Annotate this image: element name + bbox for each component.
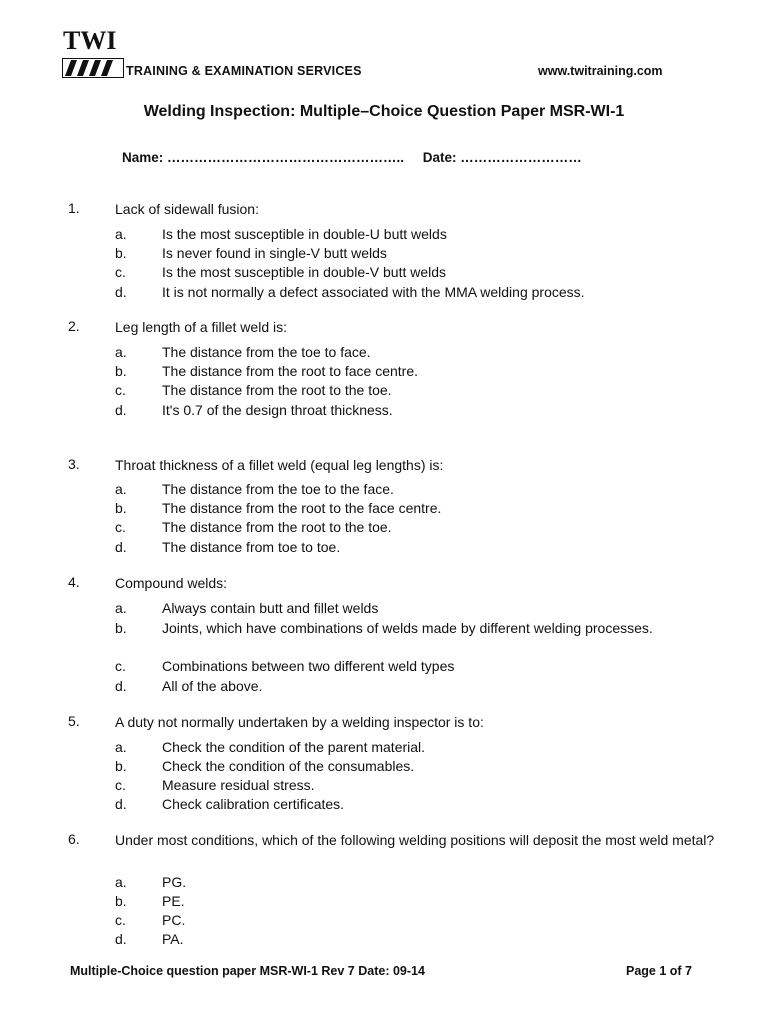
option-text: Always contain butt and fillet welds xyxy=(162,600,379,616)
option-letter: d. xyxy=(115,931,127,947)
option-letter: a. xyxy=(115,226,127,242)
question-number: 5. xyxy=(68,713,80,729)
option-text: It is not normally a defect associated with the MMA welding process. xyxy=(162,284,585,300)
option-text: Check the condition of the parent material. xyxy=(162,739,426,755)
option-letter: d. xyxy=(115,678,127,694)
option-letter: d. xyxy=(115,284,127,300)
option-letter: d. xyxy=(115,402,127,418)
header-org: TRAINING & EXAMINATION SERVICES xyxy=(126,64,362,78)
question-number: 2. xyxy=(68,318,80,334)
option-letter: b. xyxy=(115,245,127,261)
question-text: Lack of sidewall fusion: xyxy=(115,201,259,217)
option-letter: a. xyxy=(115,600,127,616)
footer-doc-info: Multiple-Choice question paper MSR-WI-1 Rev 7 Date: 09-14 xyxy=(70,964,425,978)
option-text: All of the above. xyxy=(162,678,263,694)
footer-page-number: Page 1 of 7 xyxy=(626,964,692,978)
option-text: Joints, which have combinations of welds made by different welding processes. xyxy=(162,620,653,636)
option-letter: b. xyxy=(115,893,127,909)
option-text: Check the condition of the consumables. xyxy=(162,758,415,774)
option-letter: a. xyxy=(115,344,127,360)
option-letter: c. xyxy=(115,658,126,674)
option-text: PE. xyxy=(162,893,185,909)
option-letter: d. xyxy=(115,796,127,812)
header-url[interactable]: www.twitraining.com xyxy=(538,64,663,78)
option-text: Measure residual stress. xyxy=(162,777,315,793)
name-date-line xyxy=(122,150,582,165)
option-letter: c. xyxy=(115,912,126,928)
option-text: The distance from the root to face centre. xyxy=(162,363,419,379)
option-letter: c. xyxy=(115,382,126,398)
option-letter: a. xyxy=(115,739,127,755)
question-number: 6. xyxy=(68,831,80,847)
option-letter: b. xyxy=(115,363,127,379)
option-letter: b. xyxy=(115,758,127,774)
option-letter: a. xyxy=(115,481,127,497)
option-text: Is never found in single-V butt welds xyxy=(162,245,387,261)
option-text: PC. xyxy=(162,912,186,928)
option-letter: a. xyxy=(115,874,127,890)
option-text: The distance from the toe to face. xyxy=(162,344,371,360)
option-text: PG. xyxy=(162,874,187,890)
question-text: A duty not normally undertaken by a welding inspector is to: xyxy=(115,714,484,730)
option-letter: d. xyxy=(115,539,127,555)
option-text: Is the most susceptible in double-V butt welds xyxy=(162,264,447,280)
name-field[interactable]: Name: …………………………………………….. xyxy=(122,150,405,165)
option-text: The distance from the root to the face centre. xyxy=(162,500,442,516)
option-text: The distance from the root to the toe. xyxy=(162,519,392,535)
option-letter: c. xyxy=(115,777,126,793)
option-text: The distance from the toe to the face. xyxy=(162,481,394,497)
question-text: Leg length of a fillet weld is: xyxy=(115,319,287,335)
question-number: 4. xyxy=(68,574,80,590)
option-letter: c. xyxy=(115,519,126,535)
twi-logo-stripes-icon xyxy=(62,58,124,78)
option-text: The distance from the root to the toe. xyxy=(162,382,392,398)
date-field[interactable]: Date: ……………………… xyxy=(422,150,582,165)
option-letter: b. xyxy=(115,500,127,516)
question-number: 3. xyxy=(68,456,80,472)
option-letter: c. xyxy=(115,264,126,280)
question-text: Under most conditions, which of the following welding positions will deposit the most weld metal? xyxy=(115,832,715,848)
option-text: Is the most susceptible in double-U butt welds xyxy=(162,226,447,242)
page-title: Welding Inspection: Multiple–Choice Question Paper MSR-WI-1 xyxy=(143,103,625,120)
question-number: 1. xyxy=(68,200,80,216)
logo-text: TWI xyxy=(63,26,117,55)
question-text: Compound welds: xyxy=(115,575,228,591)
option-text: Combinations between two different weld types xyxy=(162,658,455,674)
option-text: It's 0.7 of the design throat thickness. xyxy=(162,402,393,418)
option-letter: b. xyxy=(115,620,127,636)
question-text: Throat thickness of a fillet weld (equal leg lengths) is: xyxy=(115,457,444,473)
option-text: The distance from toe to toe. xyxy=(162,539,341,555)
option-text: PA. xyxy=(162,931,184,947)
option-text: Check calibration certificates. xyxy=(162,796,345,812)
